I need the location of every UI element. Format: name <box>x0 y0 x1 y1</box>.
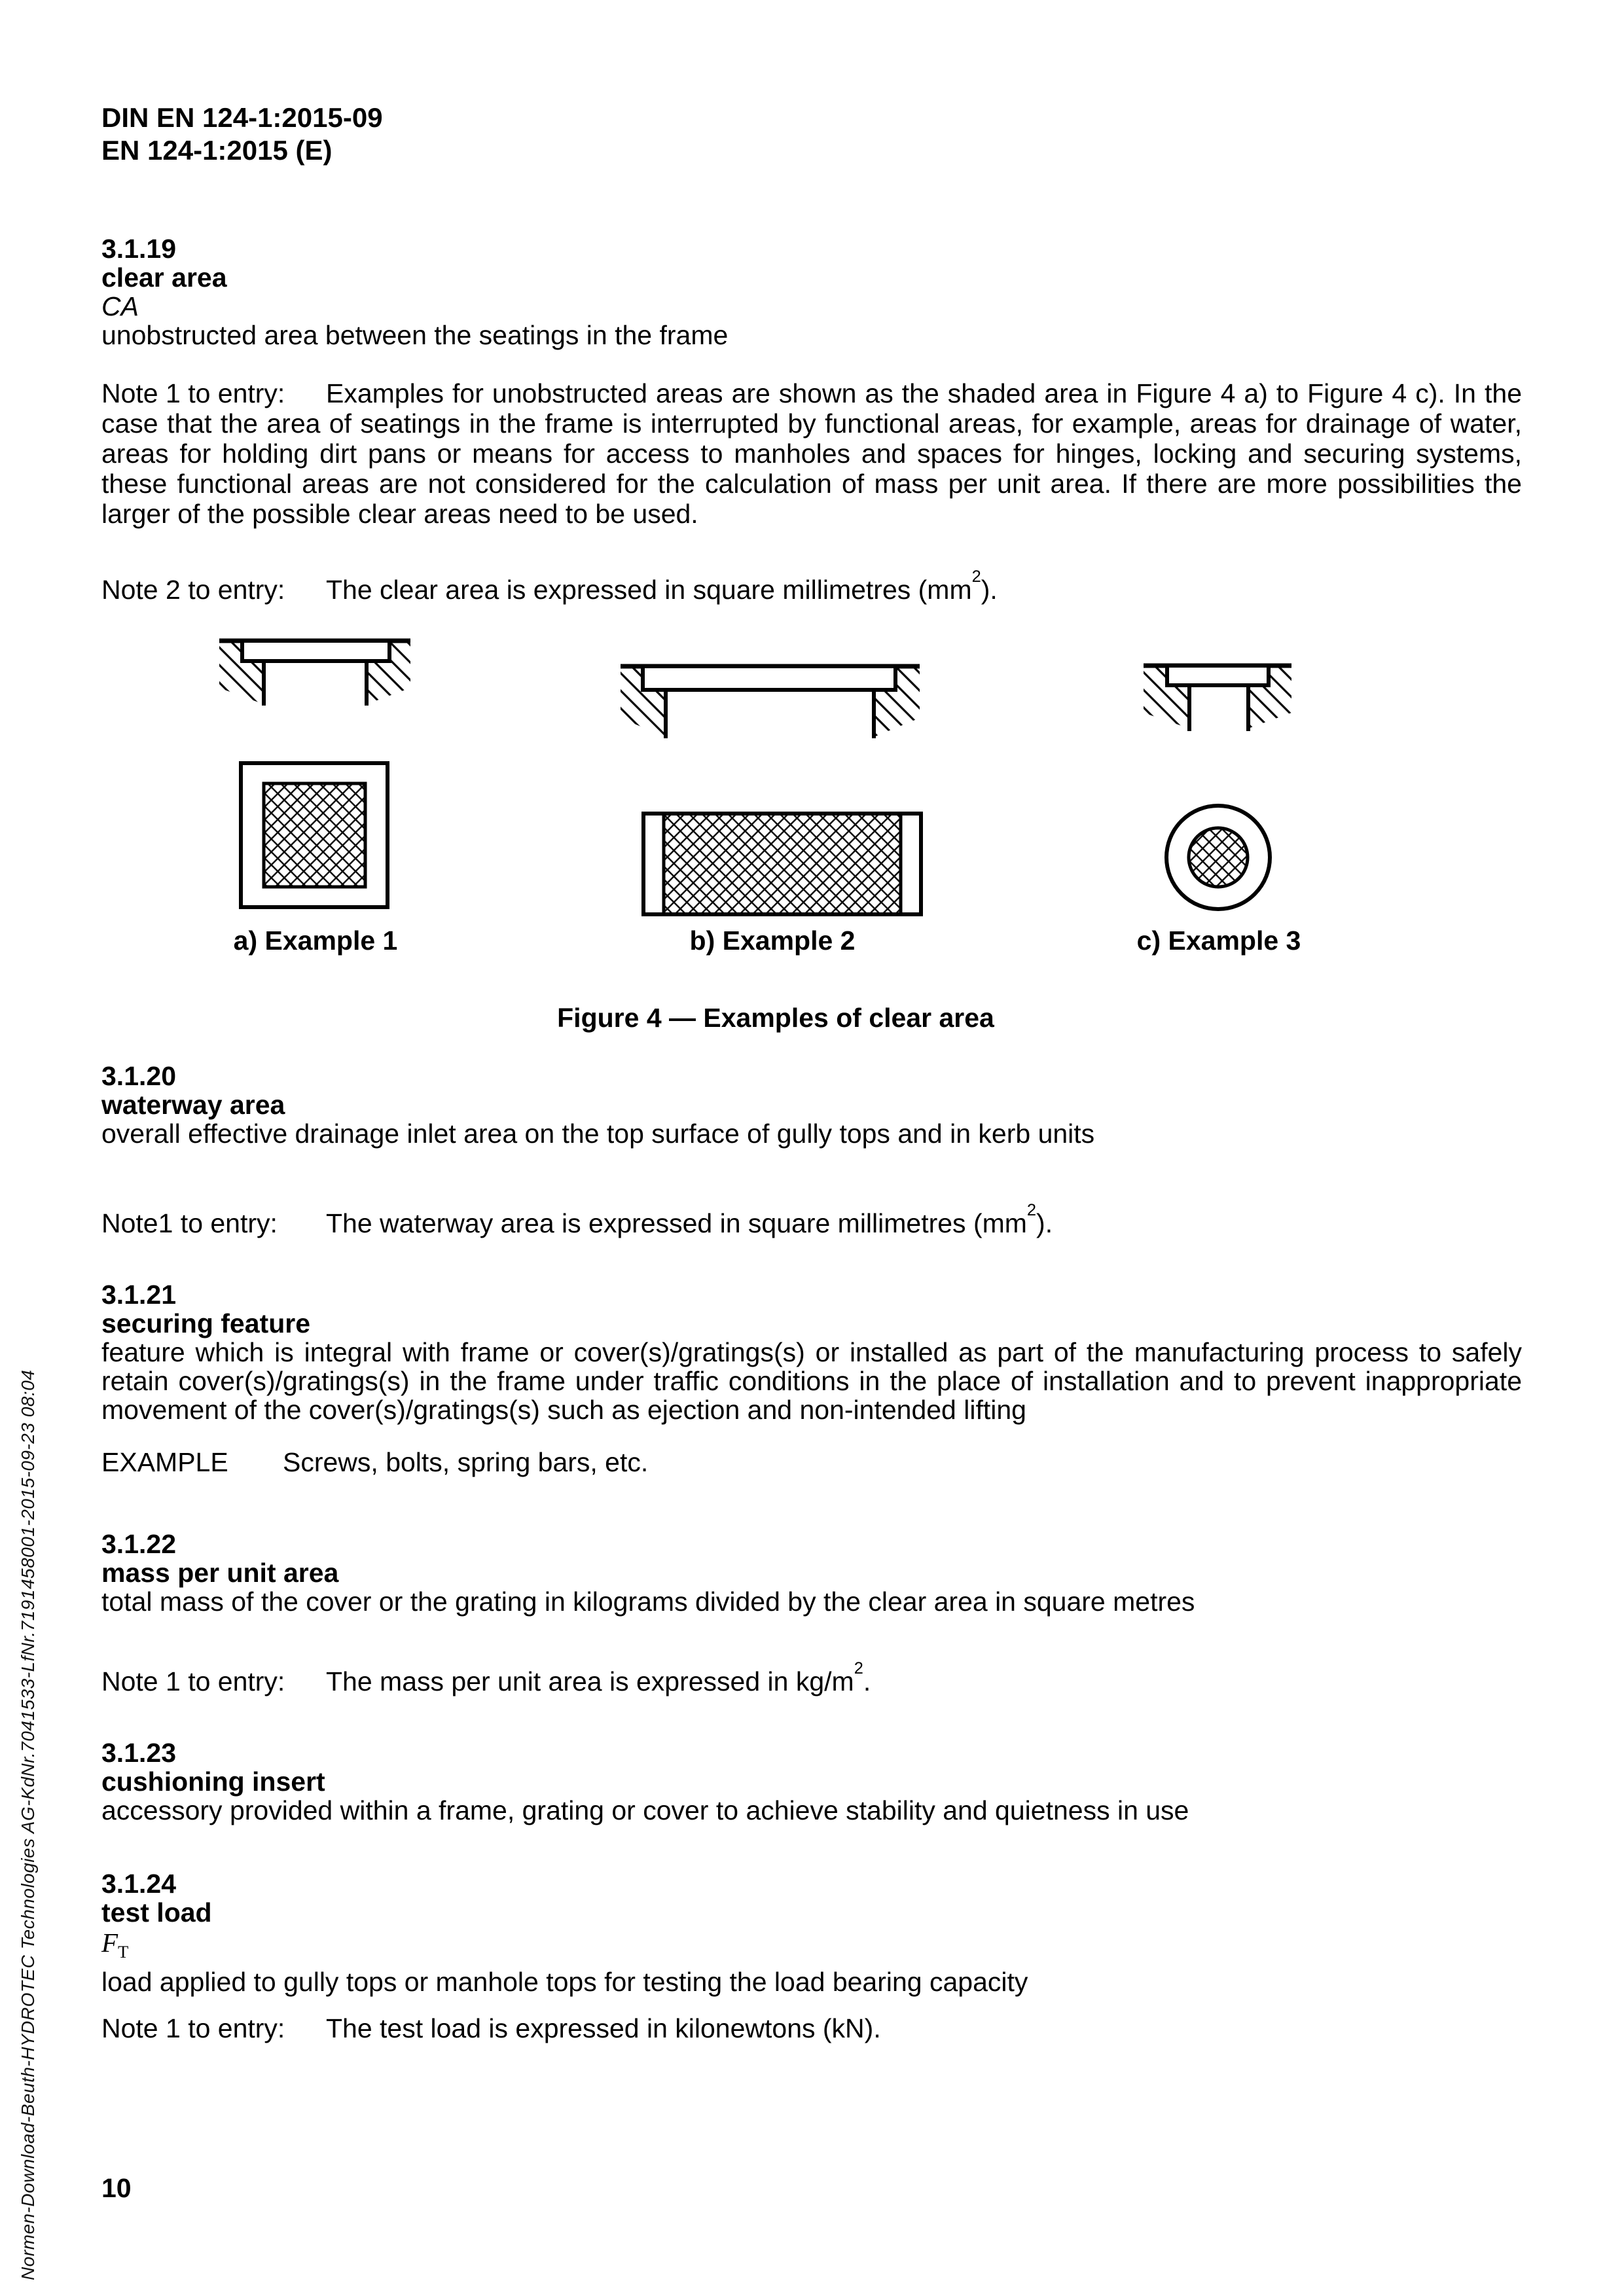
section-definition: load applied to gully tops or manhole tops for testing the load bearing capacity <box>101 1967 1028 1998</box>
example-2-plan-drawing <box>641 812 923 916</box>
section-3-1-23 <box>101 1738 1522 1825</box>
example-3-plan-drawing <box>1164 803 1272 912</box>
figure-4-caption: Figure 4 — Examples of clear area <box>557 1003 994 1033</box>
example-securing-feature <box>101 1447 1522 1477</box>
document-header <box>101 101 1522 167</box>
section-term: mass per unit area <box>101 1558 339 1588</box>
section-term: waterway area <box>101 1090 285 1120</box>
section-3-1-19 <box>101 234 1522 350</box>
section-number: 3.1.22 <box>101 1529 176 1559</box>
example-2-section-drawing <box>621 664 922 741</box>
note-text: Examples for unobstructed areas are shown as the shaded area in Figure 4 a) to Figure 4 c). In the case that the area of seatings in the frame is interrupted by functional areas, for example, areas for drainage of water, areas for holding dirt pans or means for access to manholes and spaces for hinges, locking and securing systems, these functional areas are not considered for the calculation of mass per unit area. If there are more possibilities the larger of the possible clear areas need to be used. <box>101 378 1522 529</box>
section-term: test load <box>101 1897 212 1928</box>
example-1-plan-drawing <box>239 761 389 909</box>
example-text: Screws, bolts, spring bars, etc. <box>283 1447 649 1477</box>
note-2-clear-area <box>101 567 1522 605</box>
figure-4-caption-row <box>101 1003 1522 1033</box>
example-2-label: b) Example 2 <box>689 925 856 956</box>
section-number: 3.1.19 <box>101 234 176 264</box>
section-definition: feature which is integral with frame or cover(s)/gratings(s) or installed as part of the manufacturing process to safely retain cover(s)/gratings(s) in the frame under traffic conditions in the place of installation and to prevent inappropriate movement of the cover(s)/gratings(s) such as ejection and non-intended lifting <box>101 1337 1522 1425</box>
section-term: clear area <box>101 262 227 293</box>
section-number: 3.1.23 <box>101 1738 176 1768</box>
section-number: 3.1.20 <box>101 1061 176 1091</box>
section-symbol <box>101 1927 1522 1967</box>
sidebar-watermark: Normen-Download-Beuth-HYDROTEC Technologies AG-KdNr.7041533-LfNr.7191458001-2015-09-23 08:04 <box>18 1369 38 2280</box>
note-1-mass-per-unit-area <box>101 1659 1522 1696</box>
example-1-label: a) Example 1 <box>233 925 398 956</box>
section-definition: overall effective drainage inlet area on the top surface of gully tops and in kerb units <box>101 1119 1095 1149</box>
section-number: 3.1.24 <box>101 1869 176 1899</box>
section-definition: unobstructed area between the seatings in the frame <box>101 320 729 350</box>
figure-4 <box>101 628 1522 1001</box>
section-3-1-22 <box>101 1530 1522 1616</box>
note-1-waterway-area <box>101 1200 1522 1238</box>
symbol-subscript: T <box>118 1942 129 1962</box>
note-label: Note 1 to entry: <box>101 378 285 408</box>
note-label: Note 2 to entry: <box>101 575 285 605</box>
example-3-section-drawing <box>1144 663 1294 732</box>
note-text: The clear area is expressed in square millimetres $(mm^2)$. <box>326 567 998 605</box>
note-label: Note 1 to entry: <box>101 1666 285 1696</box>
standard-edition: EN 124-1:2015 (E) <box>101 135 333 166</box>
note-1-clear-area <box>101 378 1522 529</box>
note-text: The mass per unit area is expressed in $kg/m^2$. <box>326 1659 871 1696</box>
page-content <box>101 0 1522 2296</box>
example-1-section-drawing <box>219 638 410 708</box>
section-3-1-21 <box>101 1280 1522 1424</box>
note-label: Note 1 to entry: <box>101 2013 285 2043</box>
example-3-label: c) Example 3 <box>1136 925 1301 956</box>
standard-number: DIN EN 124-1:2015-09 <box>101 102 383 133</box>
section-term: cushioning insert <box>101 1767 325 1797</box>
section-definition: total mass of the cover or the grating in kilograms divided by the clear area in square metres <box>101 1587 1195 1617</box>
section-term: securing feature <box>101 1308 310 1338</box>
section-3-1-20 <box>101 1062 1522 1148</box>
note-text: The waterway area is expressed in square millimetres $(mm^2)$. <box>326 1200 1053 1238</box>
section-3-1-24 <box>101 1869 1522 1996</box>
section-definition: accessory provided within a frame, grating or cover to achieve stability and quietness in use <box>101 1795 1189 1825</box>
symbol-base: F <box>101 1928 118 1958</box>
example-label: EXAMPLE <box>101 1447 228 1477</box>
note-1-test-load <box>101 2013 1522 2043</box>
note-text: The test load is expressed in kilonewtons (kN). <box>326 2013 881 2043</box>
section-symbol: CA <box>101 291 139 321</box>
section-number: 3.1.21 <box>101 1280 176 1310</box>
page-number: 10 <box>101 2173 132 2203</box>
note-label: Note1 to entry: <box>101 1208 278 1238</box>
